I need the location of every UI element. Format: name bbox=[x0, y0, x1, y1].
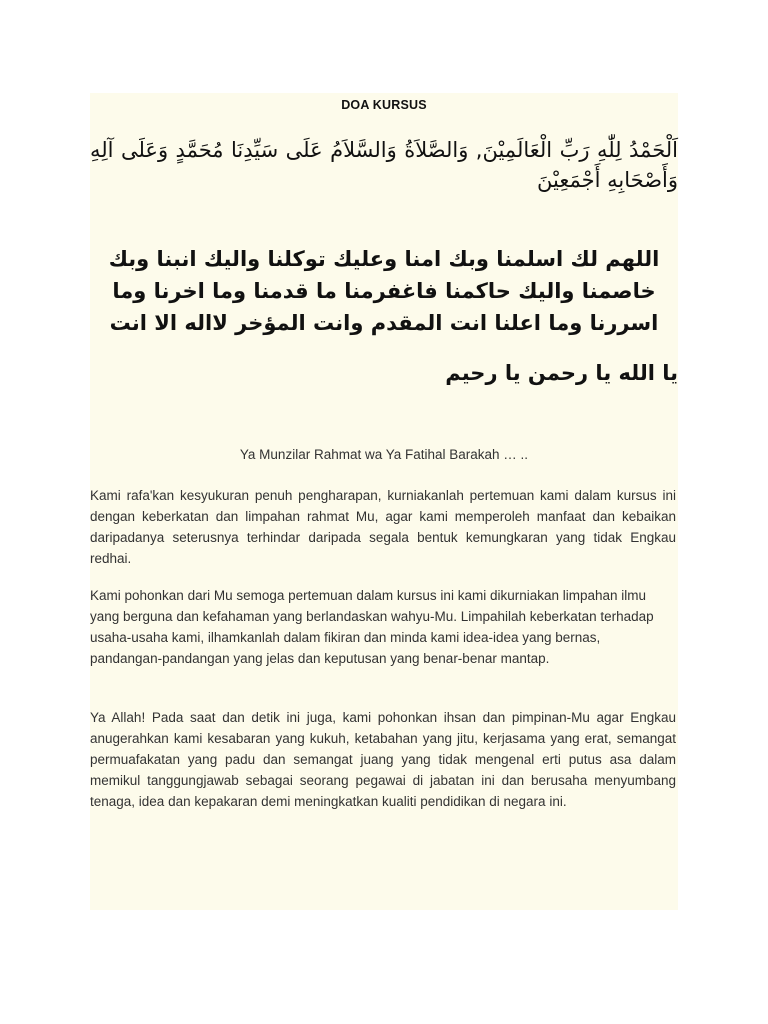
paragraph-1: Kami rafa'kan kesyukuran penuh pengharapan, kurniakanlah pertemuan kami dalam kursus ini dengan keberkatan dan limpahan rahmat Mu, agar kami memperoleh manfaat dan kebaikan daripadanya seterusnya terhindar daripada segala bentuk kemungkaran yang tidak Engkau redhai. bbox=[90, 488, 676, 566]
document-subtitle: Ya Munzilar Rahmat wa Ya Fatihal Barakah … .. bbox=[239, 447, 529, 462]
arabic-prayer-text: اللهم لك اسلمنا وبك امنا وعليك توكلنا واليك انبنا وبك خاصمنا واليك حاكمنا فاغفرمنا ما قدمنا وما اخرنا وما اسررنا وما اعلنا انت المقدم وانت المؤخر لااله الا انت bbox=[108, 247, 660, 335]
paragraph-2: Kami pohonkan dari Mu semoga pertemuan dalam kursus ini kami dikurniakan limpahan ilmu yang berguna dan kefahaman yang berlandaskan wahyu-Mu. Limpahilah keberkatan terhadap usaha-usaha kami, ilhamkanlah dalam fikiran dan minda kami idea-idea yang bernas, pandangan-pandangan yang jelas dan keputusan yang benar-benar mantap. bbox=[90, 588, 654, 666]
document-title: DOA KURSUS bbox=[341, 98, 427, 112]
document-page bbox=[90, 93, 678, 910]
arabic-invocation-text: يا الله يا رحمن يا رحيم bbox=[445, 361, 678, 385]
arabic-opening-text: اَلْحَمْدُ لِلّٰهِ رَبِّ الْعَالَمِيْنَ, وَالصَّلاَةُ وَالسَّلاَمُ عَلَى سَيِّدِنَا مُحَمَّدٍ وَعَلَى آلِهِ وَأَصْحَابِهِ أَجْمَعِيْنَ bbox=[90, 138, 678, 192]
paragraph-3: Ya Allah! Pada saat dan detik ini juga, kami pohonkan ihsan dan pimpinan-Mu agar Engkau anugerahkan kami kesabaran yang kukuh, ketabahan yang jitu, kerjasama yang erat, semangat permuafakatan yang padu dan semangat juang yang tidak mengenal erti putus asa dalam memikul tanggungjawab sebagai seorang pegawai di jabatan ini dan berusaha menyumbang tenaga, idea dan kepakaran demi meningkatkan kualiti pendidikan di negara ini. bbox=[90, 710, 676, 809]
